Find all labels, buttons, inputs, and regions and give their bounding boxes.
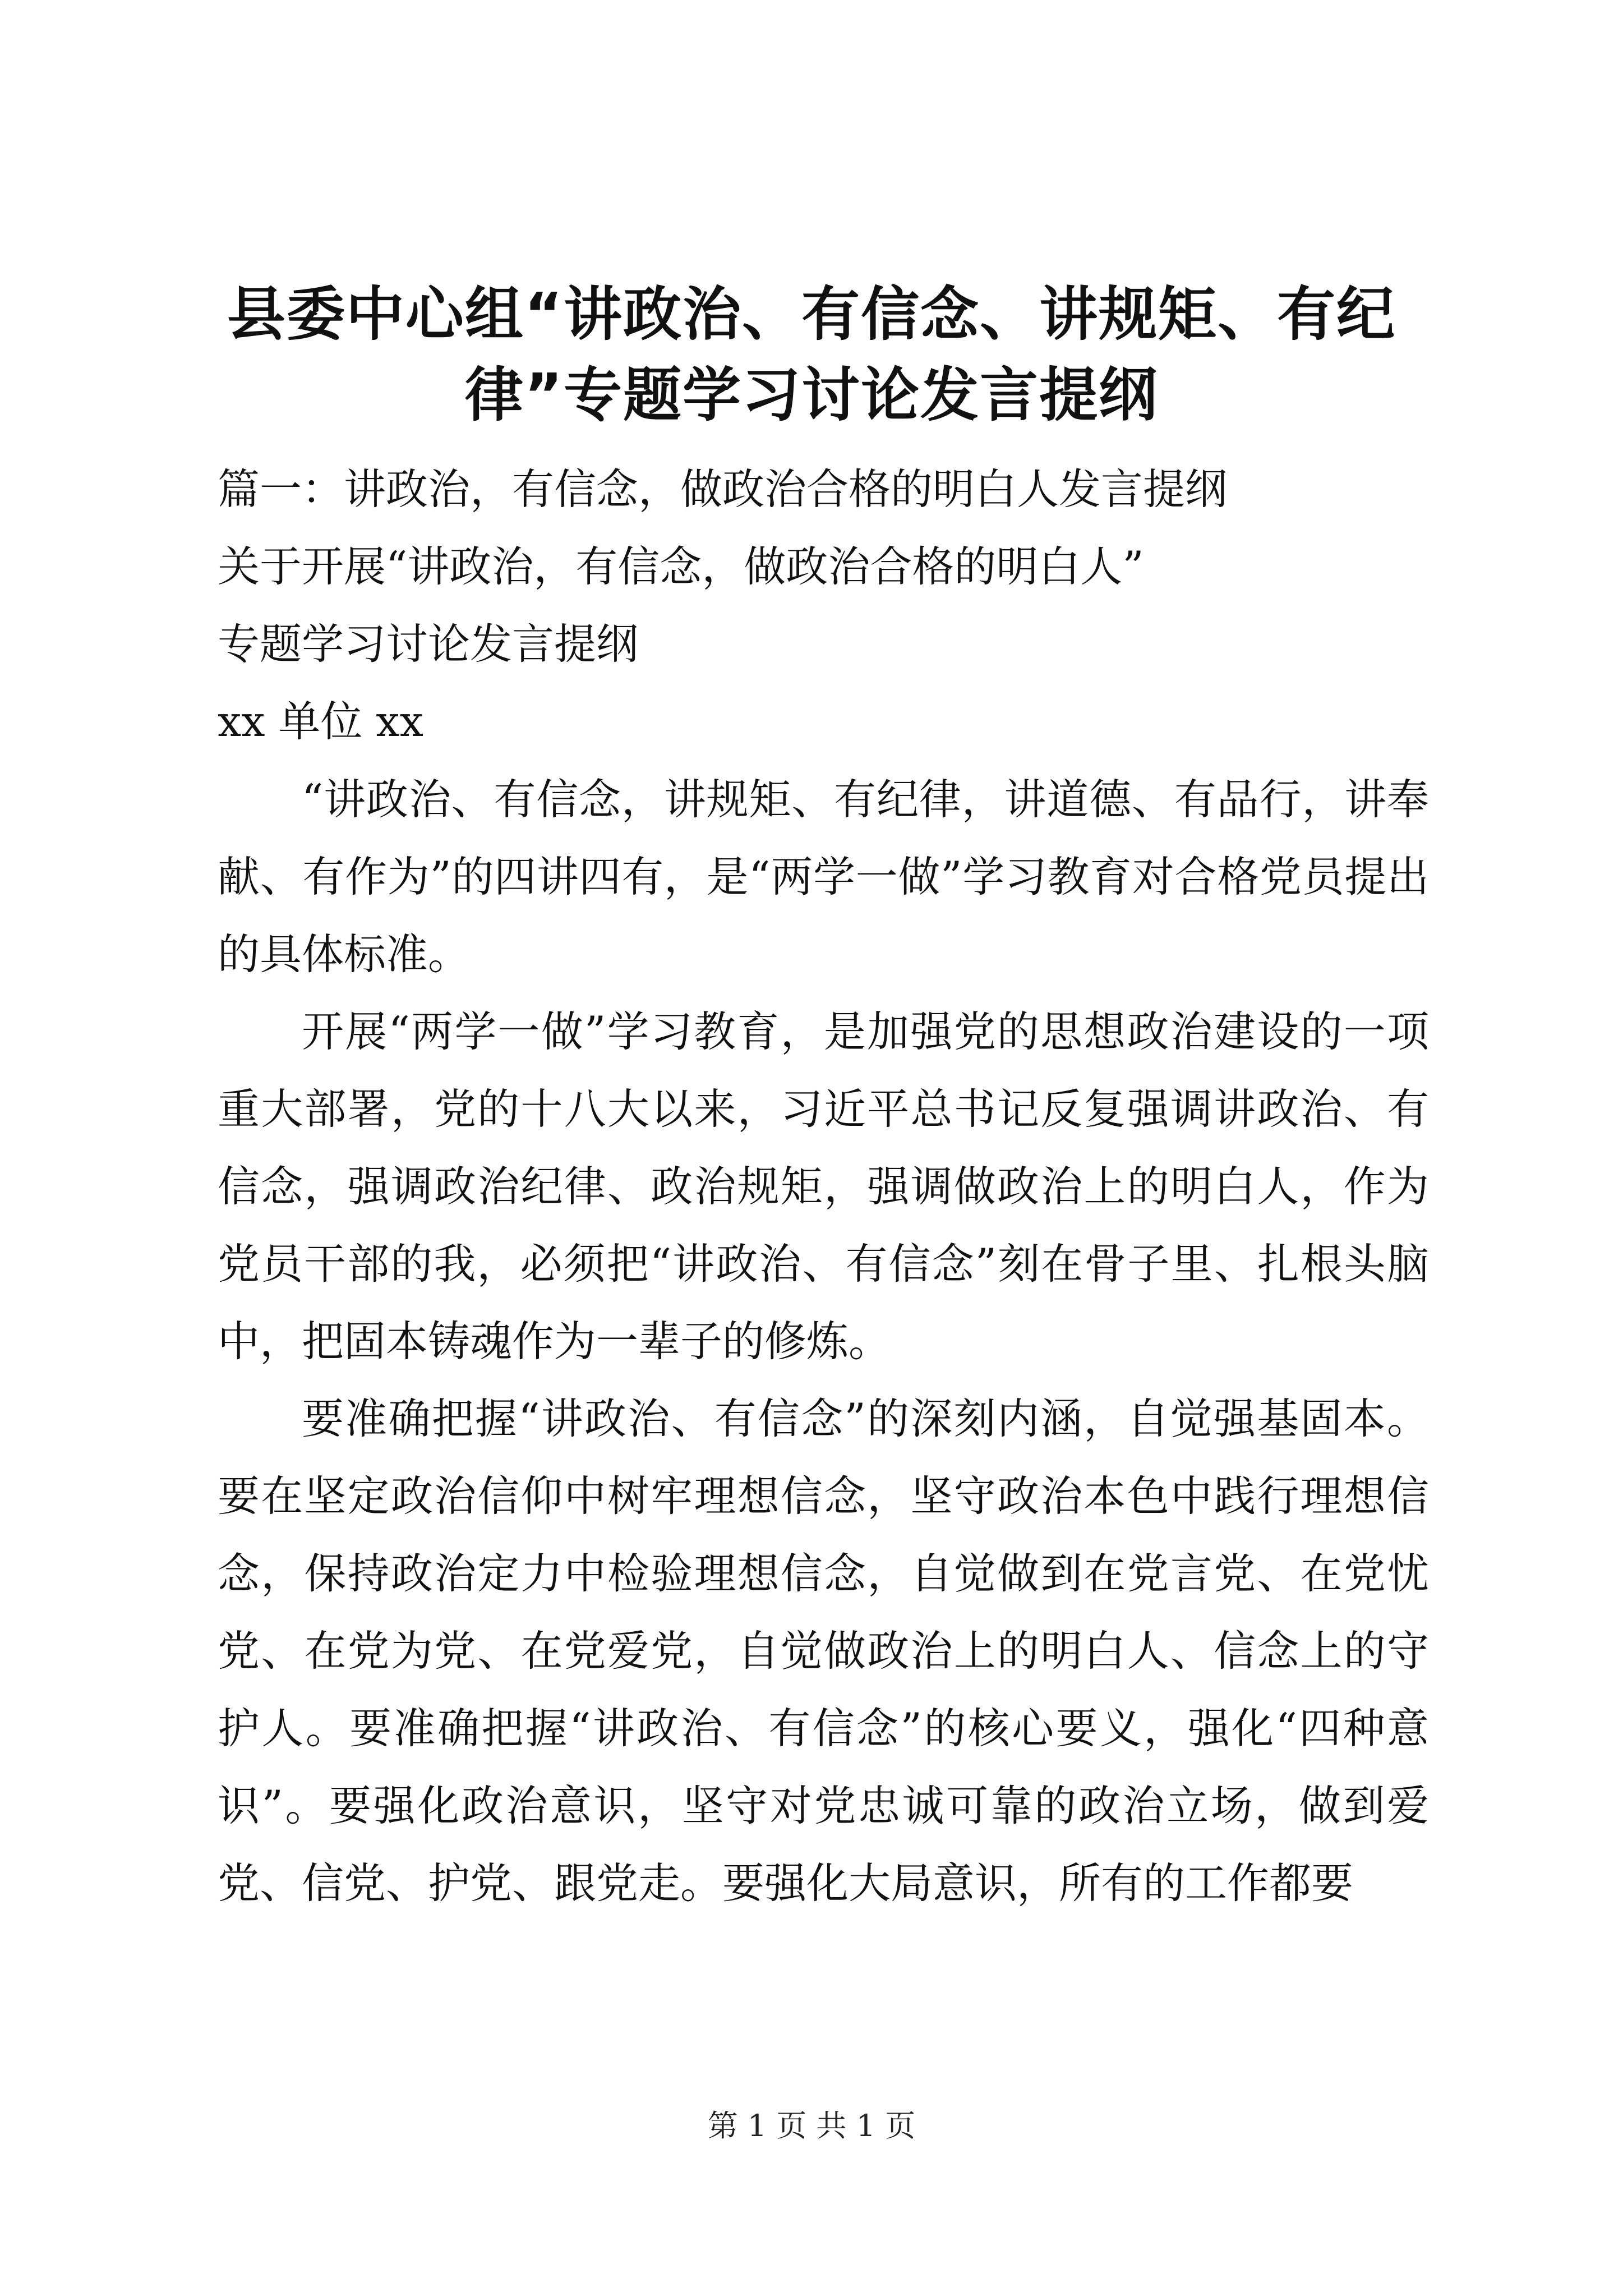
author-line: xx 单位 xx	[218, 697, 423, 746]
document-title	[191, 274, 1432, 435]
chapter-heading: 篇一：讲政治，有信念，做政治合格的明白人发言提纲	[218, 464, 1228, 514]
page-footer: 第 1 页 共 1 页	[707, 2108, 916, 2143]
topic-heading-continued: 专题学习讨论发言提纲	[218, 619, 639, 669]
topic-heading: 关于开展“讲政治，有信念，做政治合格的明白人”	[218, 542, 1144, 591]
title-line-1: 县委中心组“讲政治、有信念、讲规矩、有纪	[227, 280, 1396, 348]
body-paragraph: 要准确把握“讲政治、有信念”的深刻内涵，自觉强基固本。要在坚定政治信仰中树牢理想信念，坚守政治本色中践行理想信念，保持政治定力中检验理想信念，自觉做到在党言党、在党忧党、在党为党、在党爱党，自觉做政治上的明白人、信念上的守护人。要准确把握“讲政治、有信念”的核心要义，强化“四种意识”。要强化政治意识，坚守对党忠诚可靠的政治立场，做到爱党、信党、护党、跟党走。要强化大局意识，所有的工作都要	[218, 1394, 1429, 1908]
title-line-2: 律”专题学习讨论发言提纲	[464, 361, 1159, 429]
body-paragraph: 开展“两学一做”学习教育，是加强党的思想政治建设的一项重大部署，党的十八大以来，习近平总书记反复强调讲政治、有信念，强调政治纪律、政治规矩，强调做政治上的明白人，作为党员干部的我，必须把“讲政治、有信念”刻在骨子里、扎根头脑中，把固本铸魂作为一辈子的修炼。	[218, 1007, 1429, 1366]
body-paragraph: “讲政治、有信念，讲规矩、有纪律，讲道德、有品行，讲奉献、有作为”的四讲四有，是“两学一做”学习教育对合格党员提出的具体标准。	[218, 775, 1429, 979]
